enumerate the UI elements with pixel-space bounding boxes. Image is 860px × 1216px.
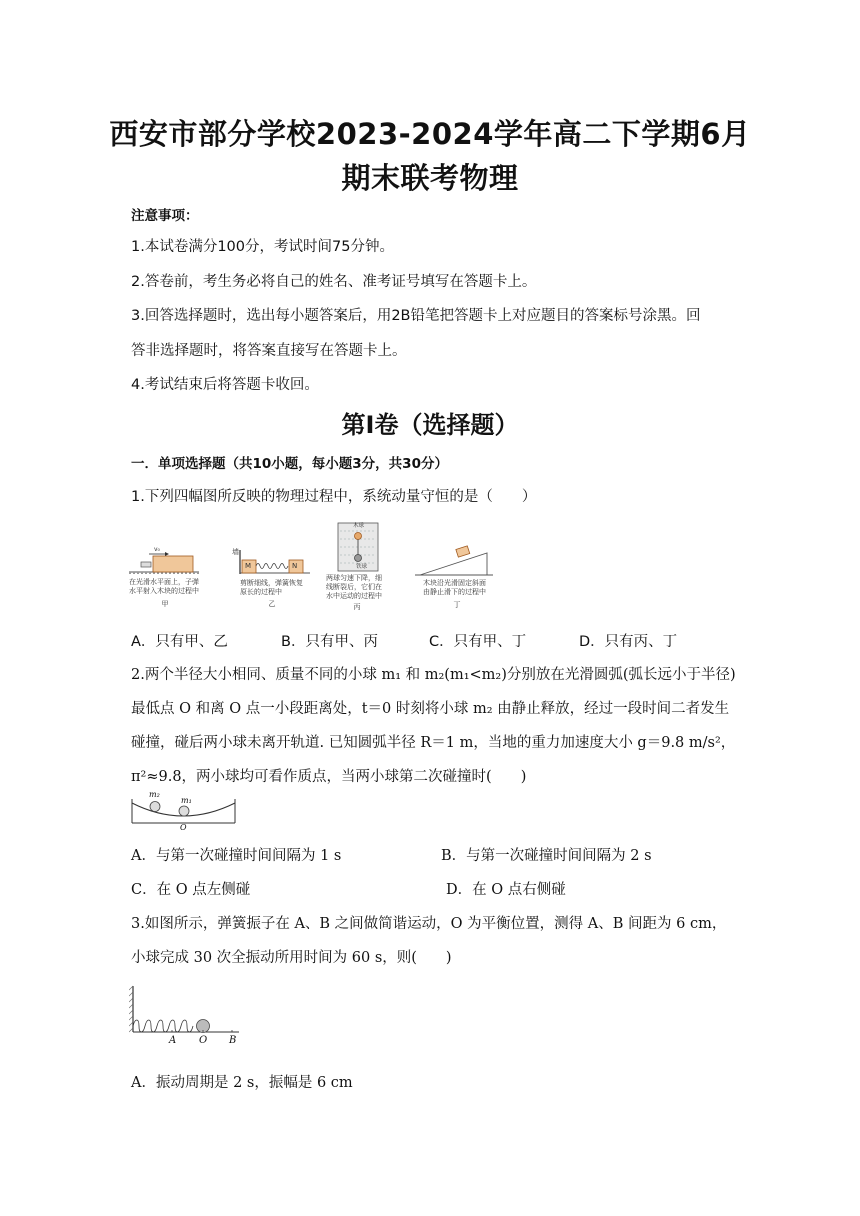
q1-figure-bing	[326, 521, 388, 611]
q3-figure	[129, 984, 241, 1050]
notice-4: 4.考试结束后将答题卡收回。	[131, 377, 319, 393]
q3-line-1: 3.如图所示，弹簧振子在 A、B 之间做简谐运动，O 为平衡位置，测得 A、B 间距为 6 cm，	[131, 916, 727, 932]
q2-option-b: B．与第一次碰撞时间间隔为 2 s	[441, 848, 652, 864]
q2-figure	[131, 790, 237, 835]
block-n-label: N	[292, 562, 298, 570]
wood-ball-label: 木球	[353, 523, 365, 529]
notice-heading: 注意事项：	[131, 208, 199, 224]
q1-option-b: B．只有甲、丙	[281, 634, 378, 650]
q3-b-label: B	[229, 1035, 237, 1046]
q2-o-label: O	[180, 823, 187, 832]
section-title: 第I卷（选择题）	[341, 411, 519, 439]
q3-option-a: A．振动周期是 2 s，振幅是 6 cm	[131, 1075, 353, 1091]
q1-figure-bing-label: 丙	[353, 603, 361, 611]
title-line-2: 期末联考物理	[341, 161, 519, 195]
q2-line-1: 2.两个半径大小相同、质量不同的小球 m₁ 和 m₂(m₁<m₂)分别放在光滑圆弧(弧长远小于半径)	[131, 667, 736, 683]
iron-ball-label: 铁球	[356, 564, 368, 570]
q2-line-2: 最低点 O 和离 O 点一小段距离处，t＝0 时刻将小球 m₂ 由静止释放，经过一段时间二者发生	[131, 701, 730, 717]
q2-option-d: D．在 O 点右侧碰	[446, 882, 566, 898]
q2-option-a: A．与第一次碰撞时间间隔为 1 s	[131, 848, 342, 864]
q3-a-label: A	[169, 1035, 177, 1046]
q1-figure-jia-caption: 在光滑水平面上，子弹水平射入木块的过程中	[129, 578, 199, 595]
notice-1: 1.本试卷满分100分，考试时间75分钟。	[131, 239, 394, 255]
q1-stem: 1.下列四幅图所反映的物理过程中，系统动量守恒的是（ ）	[131, 489, 537, 505]
q1-option-a: A．只有甲、乙	[131, 634, 228, 650]
q1-figure-yi-label: 乙	[268, 600, 276, 608]
q2-option-c: C．在 O 点左侧碰	[131, 882, 251, 898]
q1-figure-yi	[234, 548, 314, 608]
q3-line-2: 小球完成 30 次全振动所用时间为 60 s，则( )	[131, 950, 452, 966]
q1-figure-yi-caption: 剪断细线，弹簧恢复原长的过程中	[240, 579, 303, 596]
wall-label: 墙	[232, 548, 239, 556]
q1-figure-jia	[129, 547, 201, 607]
block-m-label: M	[245, 562, 252, 570]
v0-label: v₀	[154, 546, 160, 553]
q2-line-4: π²≈9.8，两小球均可看作质点，当两小球第二次碰撞时( )	[131, 769, 527, 785]
notice-2: 2.答卷前，考生务必将自己的姓名、准考证号填写在答题卡上。	[131, 274, 537, 290]
q3-o-label: O	[199, 1035, 208, 1046]
notice-3-cont: 答非选择题时，将答案直接写在答题卡上。	[131, 343, 407, 359]
q1-figure-ding-label: 丁	[453, 601, 461, 609]
q1-figure-bing-caption: 两球匀速下降，细线断裂后，它们在水中运动的过程中	[326, 574, 382, 600]
q1-figure-ding-caption: 木块沿光滑固定斜面由静止滑下的过程中	[423, 579, 486, 596]
q1-option-d: D．只有丙、丁	[579, 634, 678, 650]
q1-option-c: C．只有甲、丁	[429, 634, 527, 650]
part-heading: 一．单项选择题（共10小题，每小题3分，共30分）	[131, 456, 448, 472]
q2-m1-label: m₁	[181, 796, 192, 805]
q2-m2-label: m₂	[149, 790, 160, 799]
q2-line-3: 碰撞，碰后两小球未离开轨道. 已知圆弧半径 R＝1 m，当地的重力加速度大小 g＝9.8 m/s²，	[131, 735, 736, 751]
title-line-1: 西安市部分学校2023-2024学年高二下学期6月	[109, 117, 751, 151]
q1-figure-jia-label: 甲	[161, 600, 169, 608]
q1-figure-ding	[415, 545, 495, 609]
notice-3: 3.回答选择题时，选出每小题答案后，用2B铅笔把答题卡上对应题目的答案标号涂黑。回	[131, 308, 701, 324]
